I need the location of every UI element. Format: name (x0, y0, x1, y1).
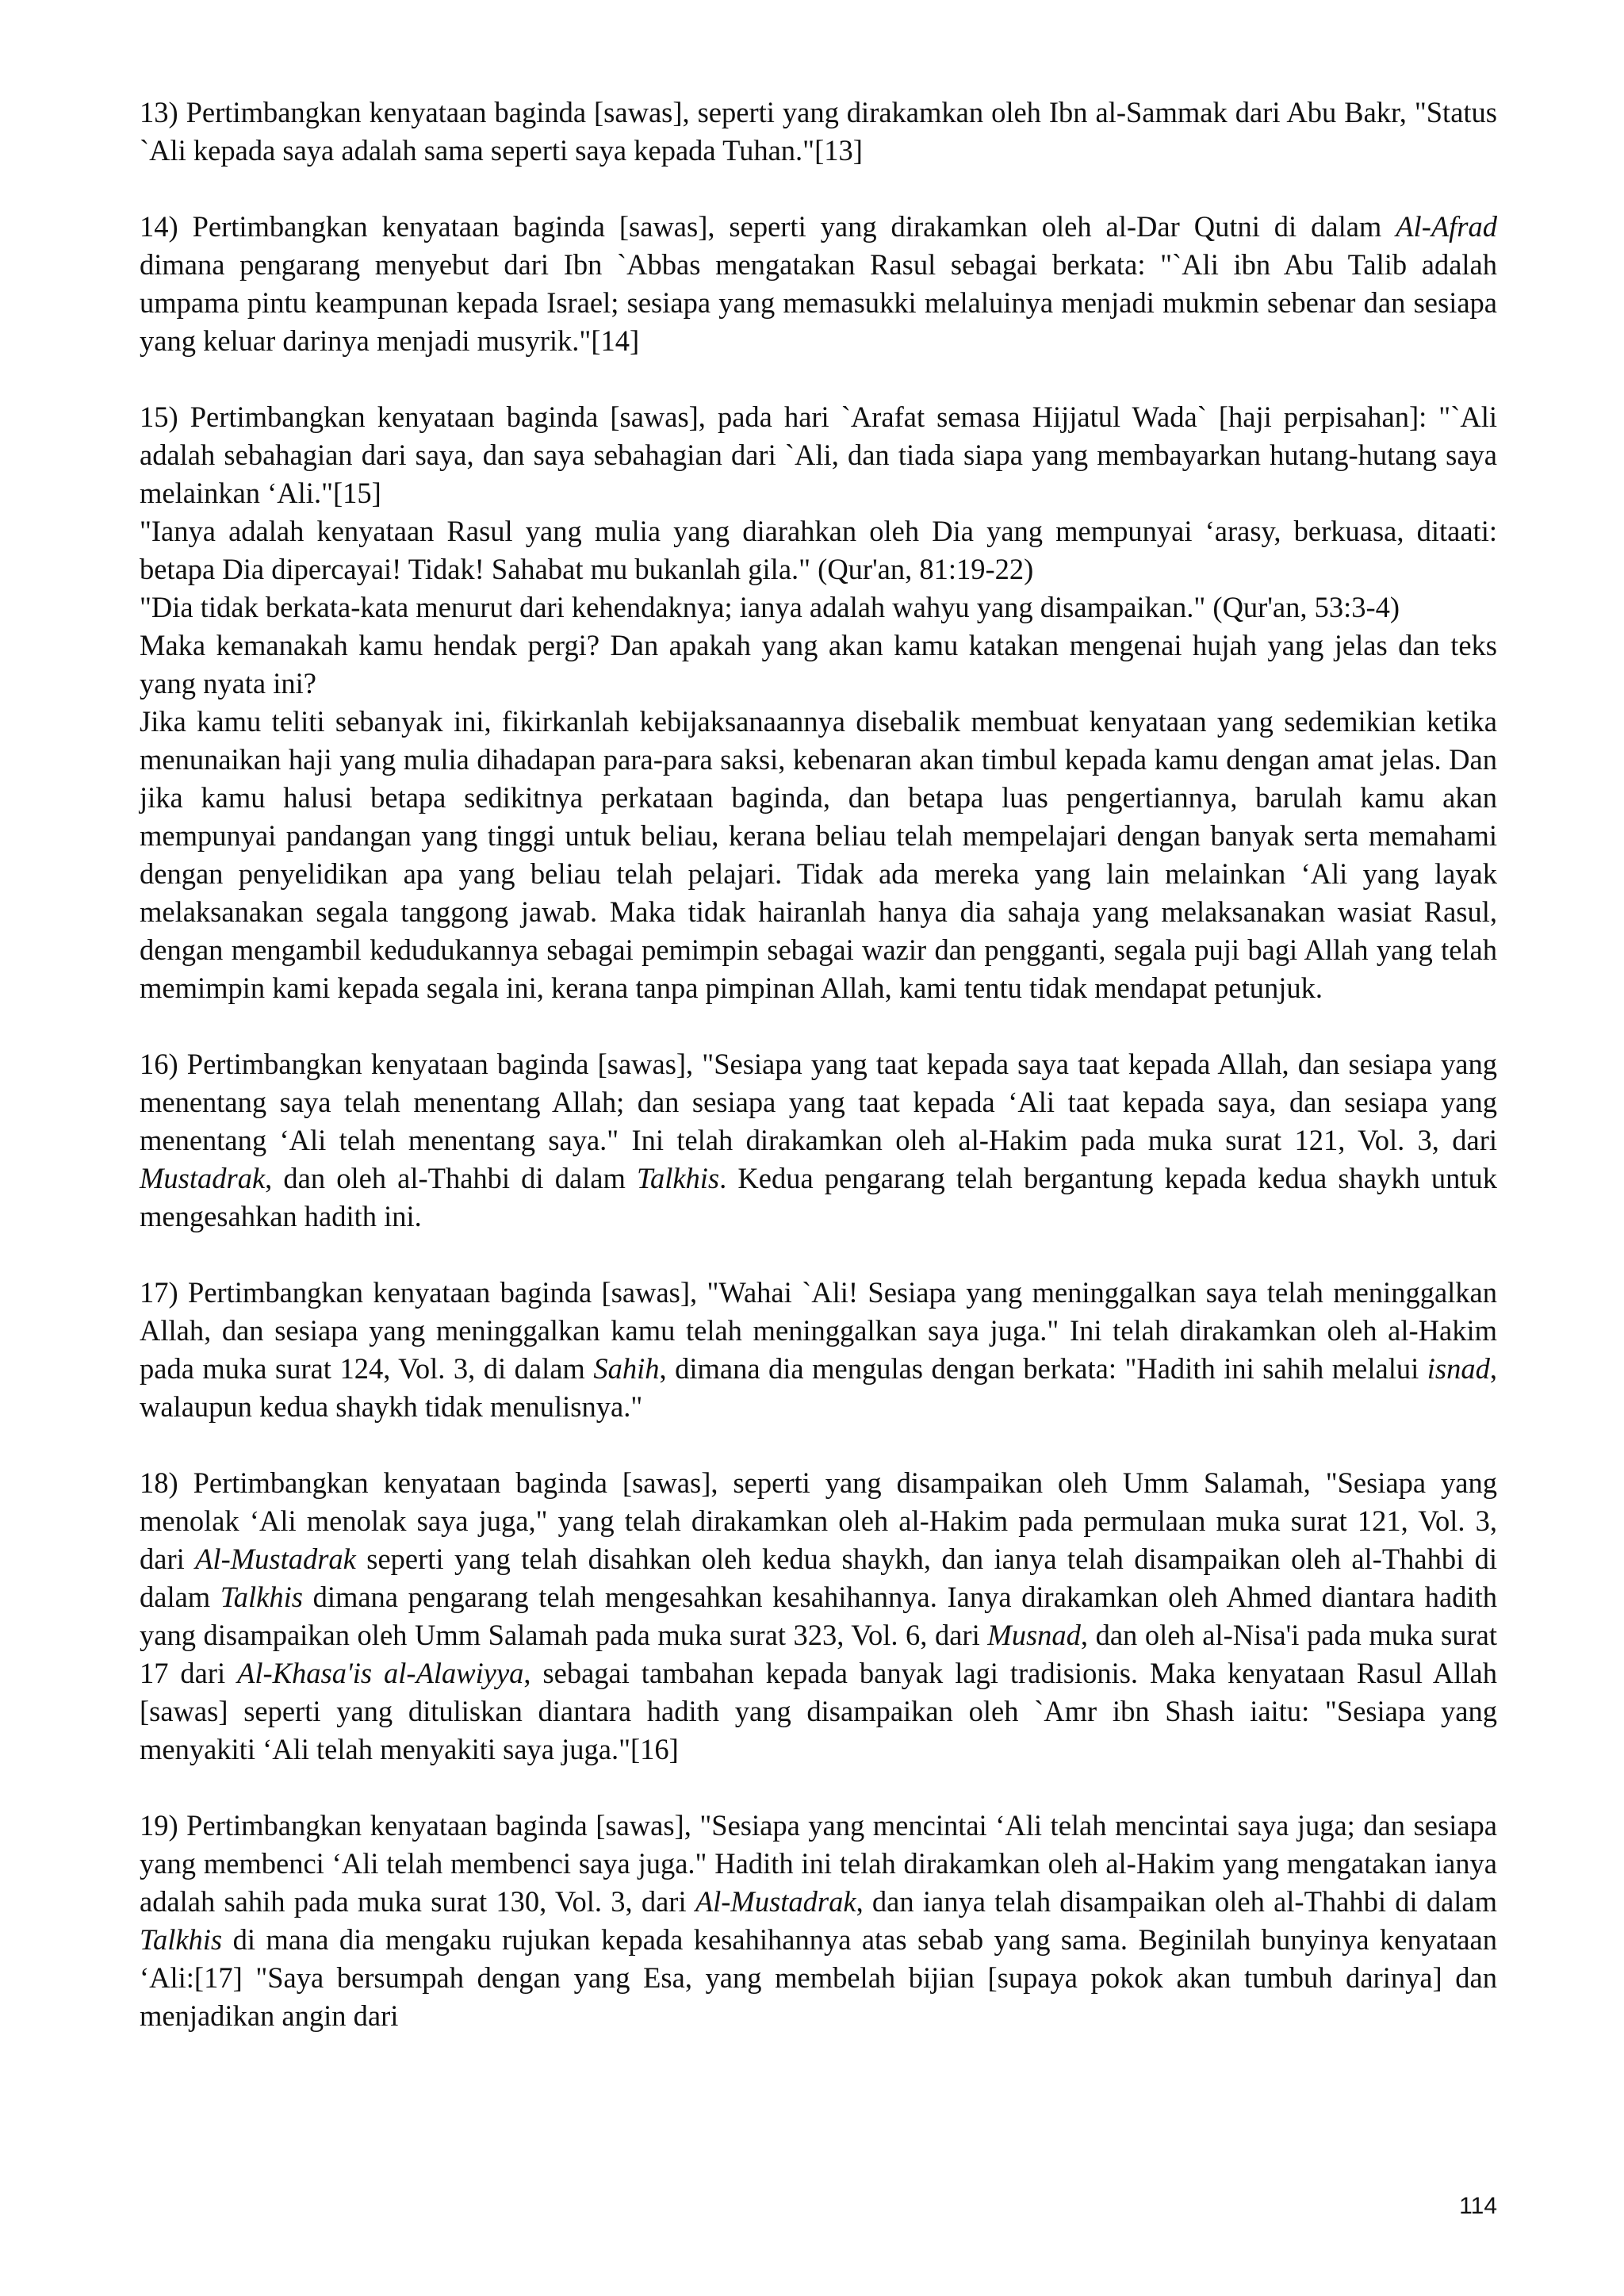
book-title-al-mustadrak: Al-Mustadrak (195, 1543, 356, 1575)
book-title-mustadrak: Mustadrak (140, 1162, 266, 1194)
paragraph-14-text-cont: dimana pengarang menyebut dari Ibn `Abbas mengatakan Rasul sebagai berkata: "`Ali ibn Abu Talib adalah umpama pintu keampunan kepada Israel; sesiapa yang memasukki melaluinya menjadi mukmin sebenar dan sesiapa yang keluar darinya menjadi musyrik."[14] (140, 248, 1497, 357)
paragraph-17 (140, 1274, 1497, 1426)
paragraph-17-text-cont: , dimana dia mengulas dengan berkata: "Hadith ini sahih melalui (659, 1352, 1427, 1385)
paragraph-17-text-end: , walaupun kedua shaykh tidak menulisnya." (140, 1352, 1497, 1423)
quran-quote-81 (140, 512, 1497, 588)
page-number: 114 (1459, 2193, 1497, 2219)
book-title-talkhis: Talkhis (140, 1923, 223, 1956)
book-title-al-afrad: Al-Afrad (1396, 210, 1497, 243)
reflection-paragraph (140, 703, 1497, 1007)
paragraph-15-group (140, 398, 1497, 1007)
paragraph-14 (140, 208, 1497, 360)
paragraph-14-text: 14) Pertimbangkan kenyataan baginda [sawas], seperti yang dirakamkan oleh al-Dar Qutni di dalam (140, 210, 1396, 243)
book-title-musnad: Musnad (987, 1619, 1081, 1651)
paragraph-18 (140, 1464, 1497, 1769)
book-title-al-mustadrak: Al-Mustadrak (695, 1885, 856, 1918)
book-title-sahih: Sahih (593, 1352, 660, 1385)
quran-quote-53-text: "Dia tidak berkata-kata menurut dari kehendaknya; ianya adalah wahyu yang disampaikan." (Qur'an, 53:3-4) (140, 591, 1400, 623)
question-paragraph (140, 627, 1497, 703)
paragraph-17-text: 17) Pertimbangkan kenyataan baginda [sawas], "Wahai `Ali! Sesiapa yang meninggalkan saya telah meninggalkan Allah, dan sesiapa yang meninggalkan kamu telah meninggalkan saya juga." Ini telah dirakamkan oleh al-Hakim pada muka surat 124, Vol. 3, di dalam (140, 1276, 1497, 1385)
paragraph-18-text-end: , sebagai tambahan kepada banyak lagi tradisionis. Maka kenyataan Rasul Allah [sawas] seperti yang dituliskan diantara hadith yang disampaikan oleh `Amr ibn Shash iaitu: "Sesiapa yang menyakiti ‘Ali telah menyakiti saya juga."[16] (140, 1657, 1497, 1765)
paragraph-13 (140, 94, 1497, 170)
paragraph-18-text-cont: seperti yang telah disahkan oleh kedua shaykh, dan ianya telah disampaikan oleh al-Thahbi di dalam (140, 1543, 1497, 1613)
paragraph-18-text-cont2: dimana pengarang telah mengesahkan kesahihannya. Ianya dirakamkan oleh Ahmed diantara hadith yang disampaikan oleh Umm Salamah pada muka surat 323, Vol. 6, dari (140, 1581, 1497, 1651)
paragraph-15-text: 15) Pertimbangkan kenyataan baginda [sawas], pada hari `Arafat semasa Hijjatul Wada` [haji perpisahan]: "`Ali adalah sebahagian dari saya, dan saya sebahagian dari `Ali, dan tiada siapa yang membayarkan hutang-hutang saya melainkan ‘Ali."[15] (140, 401, 1497, 509)
paragraph-19-text-cont: , dan ianya telah disampaikan oleh al-Thahbi di dalam (856, 1885, 1497, 1918)
reflection-text: Jika kamu teliti sebanyak ini, fikirkanlah kebijaksanaannya disebalik membuat kenyataan yang sedemikian ketika menunaikan haji yang mulia dihadapan para-para saksi, kebenaran akan timbul kepada kamu dengan amat jelas. Dan jika kamu halusi betapa sedikitnya perkataan baginda, dan betapa luas pengertiannya, barulah kamu akan mempunyai pandangan yang tinggi untuk beliau, kerana beliau telah mempelajari dengan banyak serta memahami dengan penyelidikan apa yang beliau telah pelajari. Tidak ada mereka yang lain melainkan ‘Ali yang layak melaksanakan segala tanggong jawab. Maka tidak hairanlah hanya dia sahaja yang melaksanakan wasiat Rasul, dengan mengambil kedudukannya sebagai pemimpin sebagai wazir dan pengganti, segala puji bagi Allah yang telah memimpin kami kepada segala ini, kerana tanpa pimpinan Allah, kami tentu tidak mendapat petunjuk. (140, 705, 1497, 1004)
paragraph-19-text-end: di mana dia mengaku rujukan kepada kesahihannya atas sebab yang sama. Beginilah bunyinya kenyataan ‘Ali:[17] "Saya bersumpah dengan yang Esa, yang membelah bijian [supaya pokok akan tumbuh darinya] dan menjadikan angin dari (140, 1923, 1497, 2032)
question-text: Maka kemanakah kamu hendak pergi? Dan apakah yang akan kamu katakan mengenai hujah yang jelas dan teks yang nyata ini? (140, 629, 1497, 700)
paragraph-13-text: 13) Pertimbangkan kenyataan baginda [sawas], seperti yang dirakamkan oleh Ibn al-Sammak dari Abu Bakr, "Status `Ali kepada saya adalah sama seperti saya kepada Tuhan."[13] (140, 96, 1497, 167)
book-title-talkhis: Talkhis (637, 1162, 720, 1194)
paragraph-18-text-cont3: , dan oleh al-Nisa'i pada muka surat 17 dari (140, 1619, 1498, 1689)
paragraph-15 (140, 398, 1497, 512)
paragraph-18-text: 18) Pertimbangkan kenyataan baginda [sawas], seperti yang disampaikan oleh Umm Salamah, "Sesiapa yang menolak ‘Ali menolak saya juga," yang telah dirakamkan oleh al-Hakim pada permulaan muka surat 121, Vol. 3, dari (140, 1466, 1497, 1575)
quran-quote-81-text: "Ianya adalah kenyataan Rasul yang mulia yang diarahkan oleh Dia yang mempunyai ‘arasy, berkuasa, ditaati: betapa Dia dipercayai! Tidak! Sahabat mu bukanlah gila." (Qur'an, 81:19-22) (140, 515, 1497, 585)
paragraph-16 (140, 1045, 1497, 1236)
book-title-talkhis: Talkhis (220, 1581, 303, 1613)
document-page (140, 94, 1497, 2035)
paragraph-16-text: 16) Pertimbangkan kenyataan baginda [sawas], "Sesiapa yang taat kepada saya taat kepada Allah, dan sesiapa yang menentang saya telah menentang Allah; dan sesiapa yang taat kepada ‘Ali taat kepada saya, dan sesiapa yang menentang ‘Ali telah menentang saya." Ini telah dirakamkan oleh al-Hakim pada muka surat 121, Vol. 3, dari (140, 1048, 1497, 1156)
paragraph-16-text-cont: , dan oleh al-Thahbi di dalam (265, 1162, 637, 1194)
book-title-al-khasais: Al-Khasa'is al-Alawiyya (237, 1657, 524, 1689)
paragraph-16-text-end: . Kedua pengarang telah bergantung kepada kedua shaykh untuk mengesahkan hadith ini. (140, 1162, 1497, 1232)
paragraph-19 (140, 1807, 1497, 2035)
quran-quote-53 (140, 588, 1497, 627)
paragraph-19-text: 19) Pertimbangkan kenyataan baginda [sawas], "Sesiapa yang mencintai ‘Ali telah mencintai saya juga; dan sesiapa yang membenci ‘Ali telah membenci saya juga." Hadith ini telah dirakamkan oleh al-Hakim yang mengatakan ianya adalah sahih pada muka surat 130, Vol. 3, dari (140, 1809, 1497, 1918)
term-isnad: isnad (1427, 1352, 1490, 1385)
